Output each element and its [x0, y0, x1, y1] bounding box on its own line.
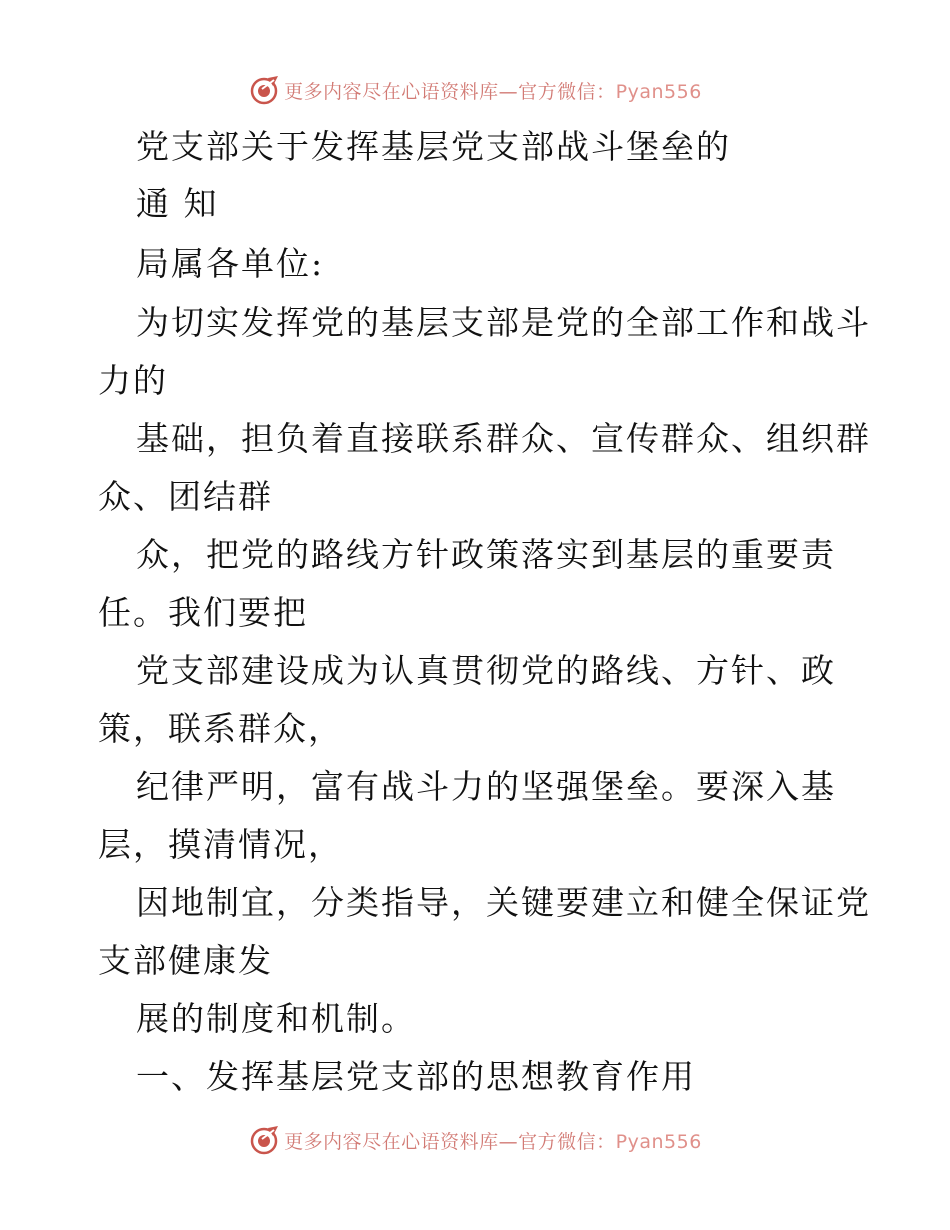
watermark-banner-top — [0, 70, 950, 110]
body-line: 力的 — [98, 361, 168, 400]
brand-logo-icon — [248, 74, 280, 106]
body-line: 党支部建设成为认真贯彻党的路线、方针、政 — [136, 651, 836, 690]
body-line: 为切实发挥党的基层支部是党的全部工作和战斗 — [136, 303, 871, 342]
body-line: 众、团结群 — [98, 477, 273, 516]
body-line: 策，联系群众， — [98, 709, 343, 748]
body-line: 支部健康发 — [98, 941, 273, 980]
body-line: 因地制宜，分类指导，关键要建立和健全保证党 — [136, 883, 871, 922]
body-line: 层，摸清情况， — [98, 825, 343, 864]
body-line: 众，把党的路线方针政策落实到基层的重要责 — [136, 535, 836, 574]
watermark-text: 更多内容尽在心语资料库—官方微信：Pyan556 — [284, 1130, 702, 1153]
body-line: 纪律严明，富有战斗力的坚强堡垒。要深入基 — [136, 767, 836, 806]
body-line: 展的制度和机制。 — [136, 999, 416, 1038]
wechat-handle: Pyan556 — [615, 1130, 702, 1153]
body-line: 任。我们要把 — [98, 593, 308, 632]
brand-logo-icon — [248, 1124, 280, 1156]
salutation: 局属各单位: — [136, 244, 325, 283]
watermark-banner-bottom — [0, 1120, 950, 1160]
document-title-notice: 通 知 — [136, 184, 219, 223]
body-line: 基础，担负着直接联系群众、宣传群众、组织群 — [136, 419, 871, 458]
section-heading: 一、发挥基层党支部的思想教育作用 — [136, 1057, 696, 1096]
wechat-handle: Pyan556 — [615, 80, 702, 103]
watermark-text: 更多内容尽在心语资料库—官方微信：Pyan556 — [284, 80, 702, 103]
document-title: 党支部关于发挥基层党支部战斗堡垒的 — [136, 127, 731, 166]
